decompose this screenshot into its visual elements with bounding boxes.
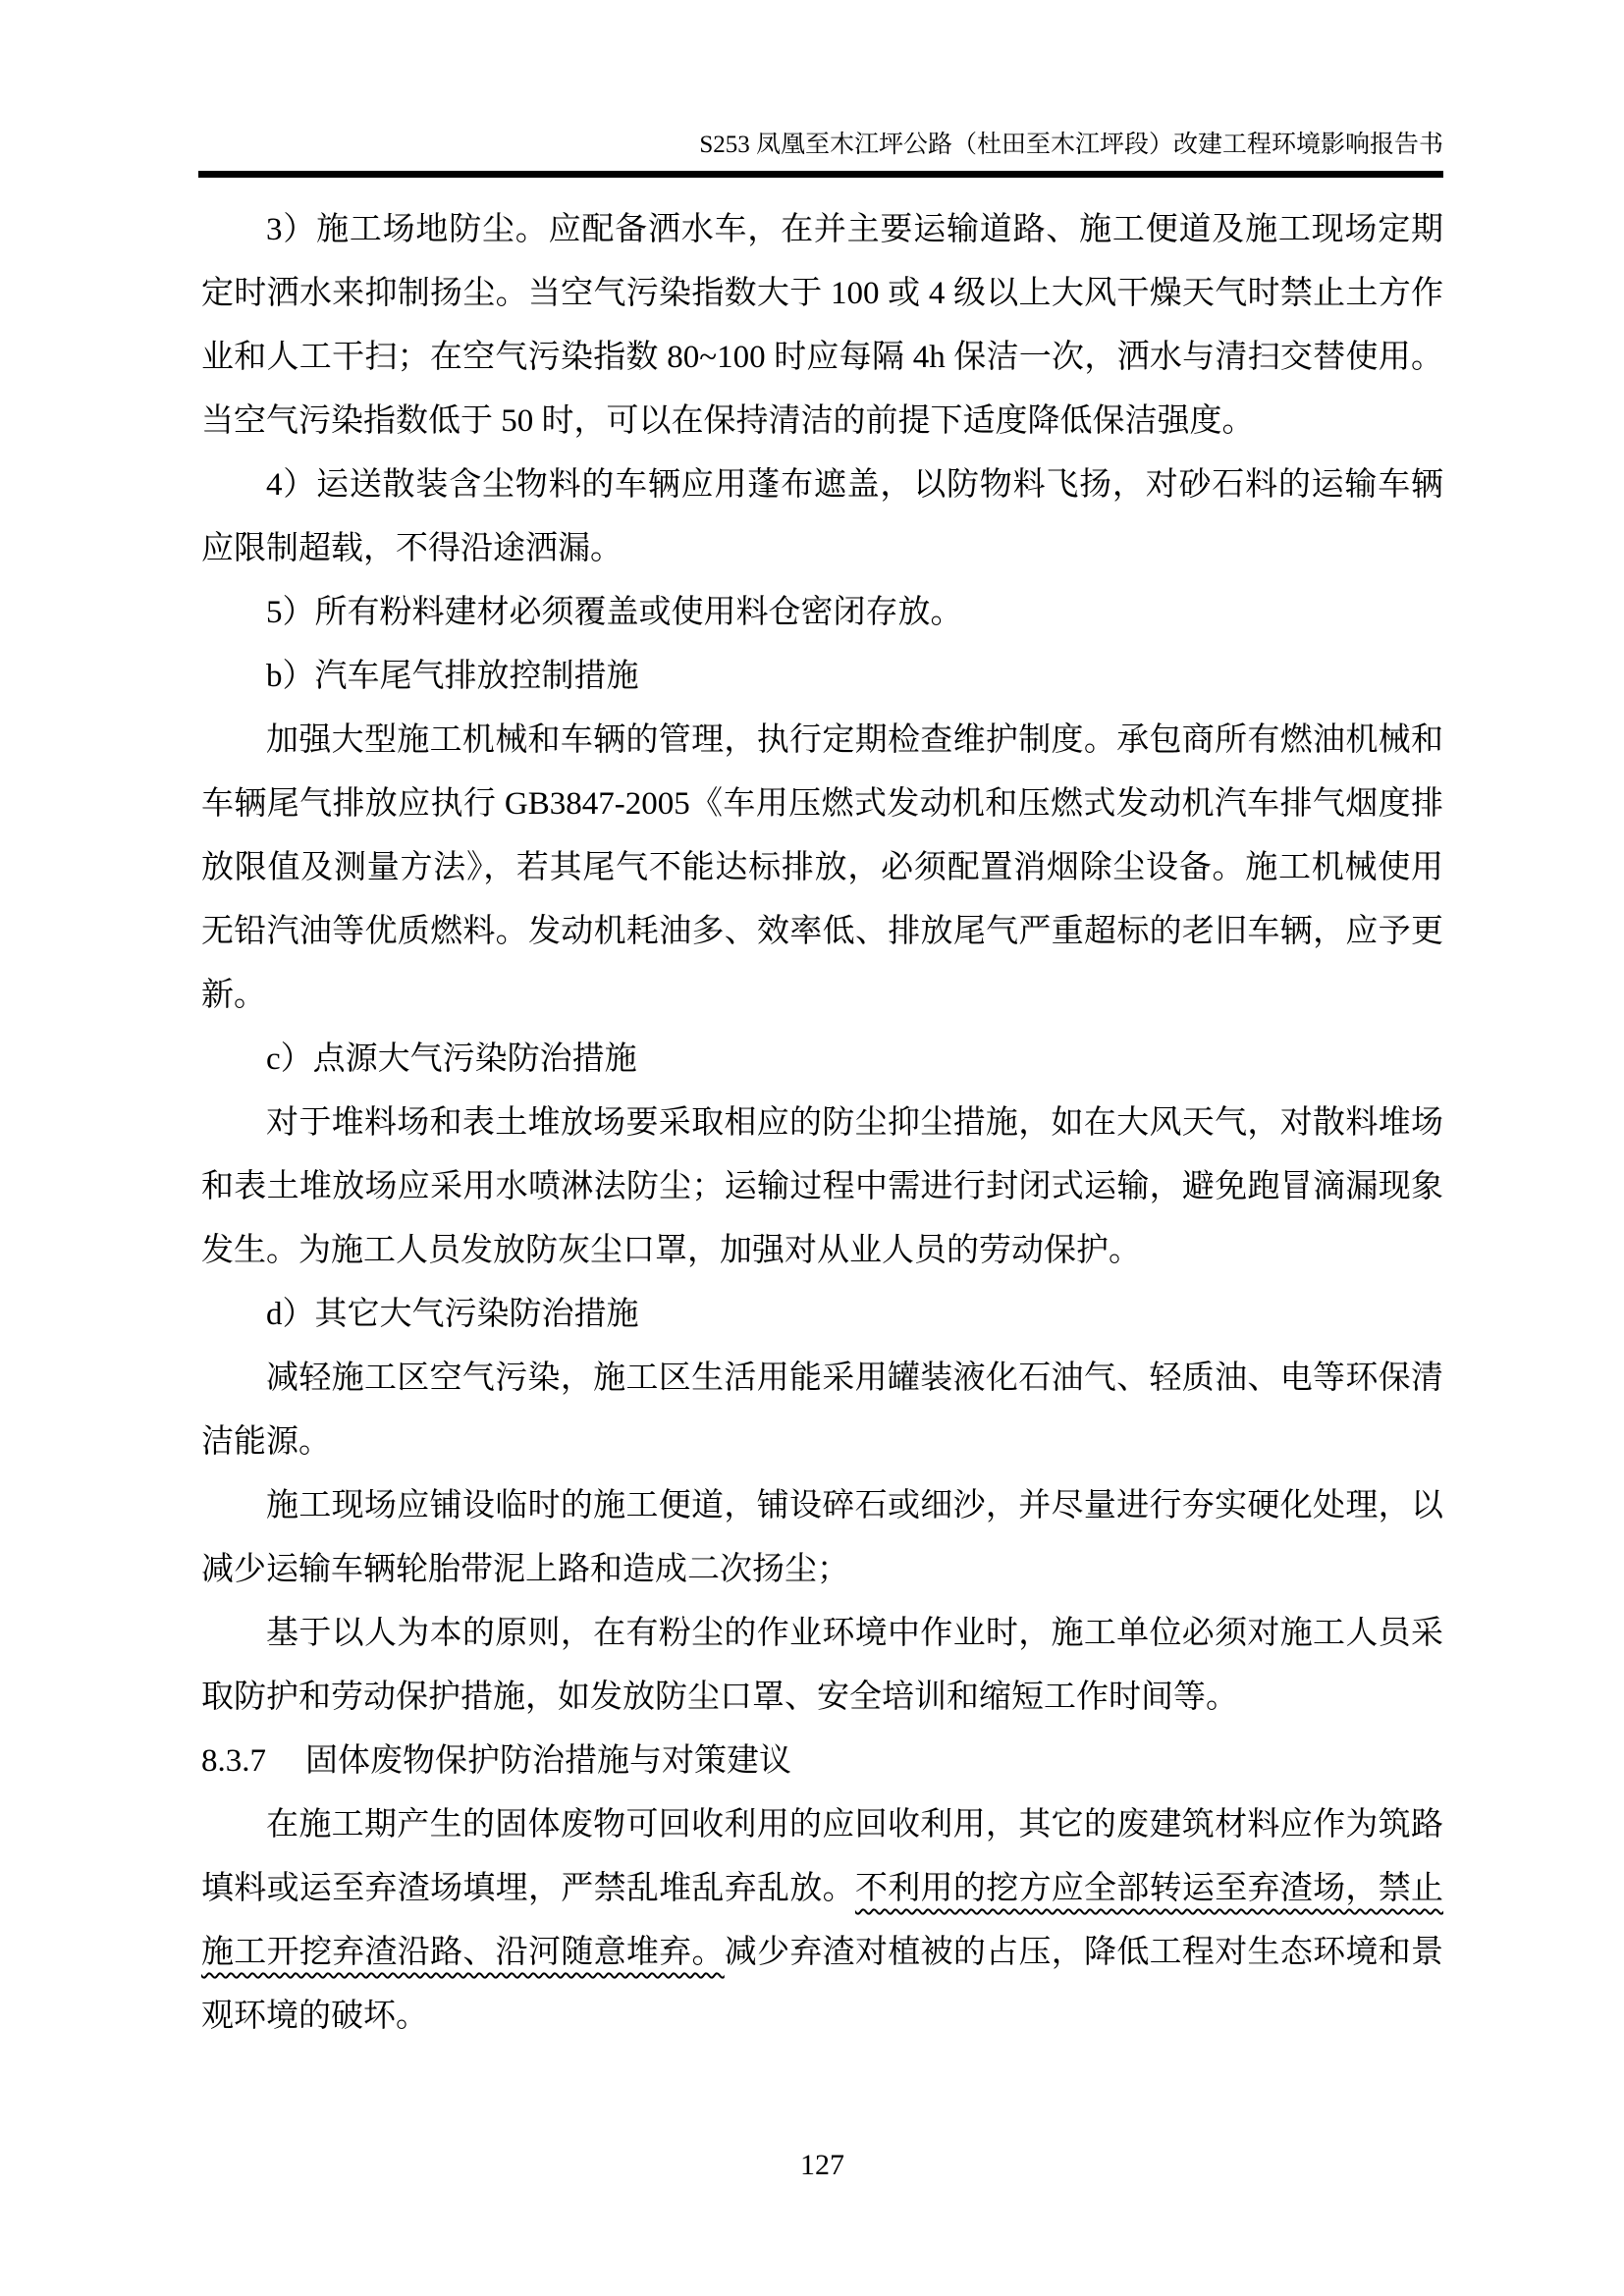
paragraph — [201, 454, 1443, 581]
text-run: 4）运送散装含尘物料的车辆应用蓬布遮盖，以防物料飞扬，对砂石料的运输车辆应限制超载，不得沿途洒漏。 — [201, 467, 1443, 566]
text-run: 减少弃渣对植被的占压，降低工程对生态环境和景观环境的破坏。 — [201, 1935, 1444, 2034]
paragraph — [201, 709, 1443, 1028]
text-run: 对于堆料场和表土堆放场要采取相应的防尘抑尘措施，如在大风天气，对散料堆场和表土堆放场应采用水喷淋法防尘；运输过程中需进行封闭式运输，避免跑冒滴漏现象发生。为施工人员发放防灰尘口罩，加强对从业人员的劳动保护。 — [201, 1105, 1443, 1268]
paragraph — [201, 581, 1443, 645]
text-run: b）汽车尾气排放控制措施 — [266, 659, 639, 694]
page-header — [201, 124, 1443, 167]
paragraph — [201, 1474, 1443, 1602]
document-body — [201, 198, 1443, 2049]
paragraph — [201, 1283, 1443, 1347]
section-title: 固体废物保护防治措施与对策建议 — [305, 1743, 791, 1779]
text-run: 施工现场应铺设临时的施工便道，铺设碎石或细沙，并尽量进行夯实硬化处理，以减少运输车辆轮胎带泥上路和造成二次扬尘； — [201, 1488, 1443, 1587]
paragraph — [201, 1028, 1443, 1092]
text-run: 5）所有粉料建材必须覆盖或使用料仓密闭存放。 — [266, 595, 963, 630]
text-run: 减轻施工区空气污染，施工区生活用能采用罐装液化石油气、轻质油、电等环保清洁能源。 — [201, 1361, 1443, 1460]
text-run: 基于以人为本的原则，在有粉尘的作业环境中作业时，施工单位必须对施工人员采取防护和劳动保护措施，如发放防尘口罩、安全培训和缩短工作时间等。 — [201, 1616, 1443, 1715]
page-footer — [201, 2148, 1443, 2183]
paragraph — [201, 1793, 1443, 2049]
header-divider — [198, 171, 1443, 178]
paragraph — [201, 1092, 1443, 1283]
text-run: 3）施工场地防尘。应配备洒水车，在并主要运输道路、施工便道及施工现场定期定时洒水来抑制扬尘。当空气污染指数大于 100 或 4 级以上大风干燥天气时禁止土方作业和人工干扫；在空气污染指数 80~100 时应每隔 4h 保洁一次，洒水与清扫交替使用。当空气污染指数低于 50 时，可以在保持清洁的前提下适度降低保洁强度。 — [201, 212, 1443, 439]
paragraph — [201, 1347, 1443, 1474]
text-run: c）点源大气污染防治措施 — [266, 1041, 637, 1077]
paragraph — [201, 1602, 1443, 1730]
text-run: 在施工期产生的固体废物可回收利用的应回收利用，其它的废建筑材料应作为筑路填料或运至弃渣场填埋，严禁乱堆乱弃乱放。 — [201, 1807, 1443, 1906]
page-number: 127 — [800, 2149, 844, 2181]
header-title: S253 凤凰至木江坪公路（杜田至木江坪段）改建工程环境影响报告书 — [699, 132, 1443, 158]
section-number: 8.3.7 — [201, 1743, 266, 1779]
paragraph — [201, 645, 1443, 709]
section-heading — [201, 1730, 1443, 1793]
underlined-text: 不利用的挖方应全部转运至弃渣场，禁止施工开挖弃渣沿路、沿河随意堆弃。 — [201, 1871, 1444, 1970]
paragraph — [201, 198, 1443, 454]
text-run: d）其它大气污染防治措施 — [266, 1297, 639, 1332]
text-run: 加强大型施工机械和车辆的管理，执行定期检查维护制度。承包商所有燃油机械和车辆尾气排放应执行 GB3847-2005《车用压燃式发动机和压燃式发动机汽车排气烟度排放限值及测量方法》，若其尾气不能达标排放，必须配置消烟除尘设备。施工机械使用无铅汽油等优质燃料。发动机耗油多、效率低、排放尾气严重超标的老旧车辆，应予更新。 — [201, 722, 1443, 1013]
